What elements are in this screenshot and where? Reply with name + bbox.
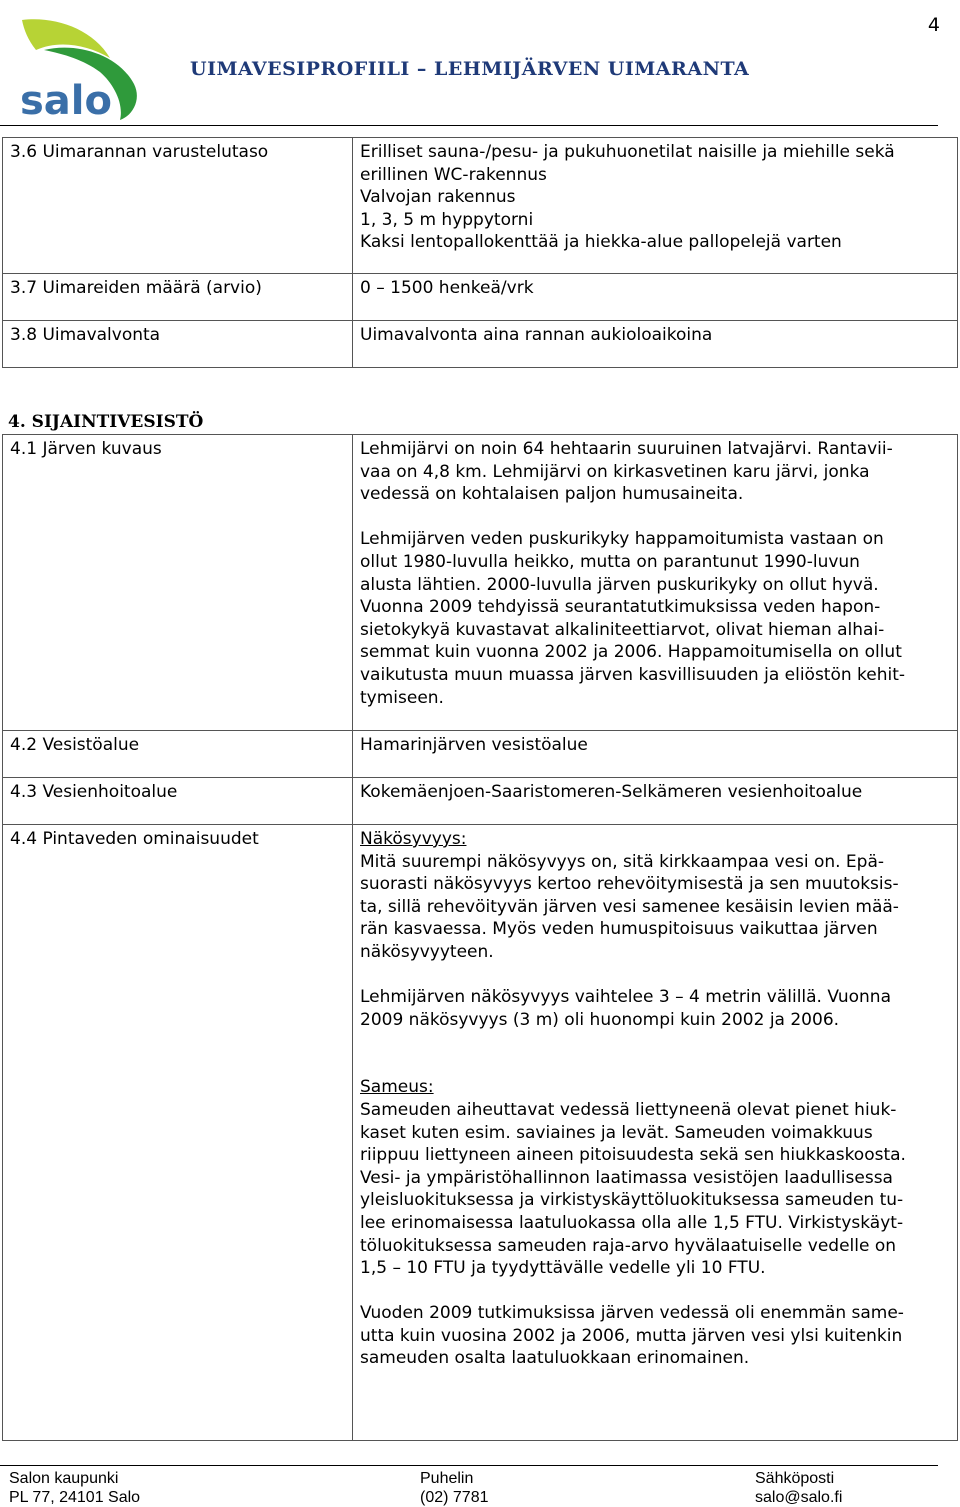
table-row bbox=[3, 138, 958, 274]
facilities-table bbox=[2, 137, 958, 368]
text-line: Kaksi lentopallokenttää ja hiekka-alue pallopelejä varten bbox=[360, 232, 842, 253]
row-value: Uimavalvonta aina rannan aukioloaikoina bbox=[353, 321, 958, 368]
footer-divider bbox=[0, 1465, 938, 1466]
text-line: Vesi- ja ympäristöhallinnon laatimassa vesistöjen laadullisessa bbox=[360, 1167, 893, 1188]
text-line: 1,5 – 10 FTU ja tyydyttävälle vedelle yli 10 FTU. bbox=[360, 1258, 766, 1279]
footer-phone-number: (02) 7781 bbox=[420, 1489, 489, 1506]
document-title: UIMAVESIPROFIILI – LEHMIJÄRVEN UIMARANTA bbox=[190, 58, 750, 80]
text-line: utta kuin vuosina 2002 ja 2006, mutta järven vesi ylsi kuitenkin bbox=[360, 1325, 903, 1346]
page-number: 4 bbox=[927, 14, 940, 36]
text-line: semmat kuin vuonna 2002 ja 2006. Happamoitumisella on ollut bbox=[360, 642, 902, 663]
footer-postal-address: PL 77, 24101 Salo bbox=[9, 1489, 141, 1506]
table-row bbox=[3, 825, 958, 1441]
text-line: töluokituksessa sameuden raja-arvo hyvälaatuiselle vedelle on bbox=[360, 1235, 897, 1256]
table-row bbox=[3, 274, 958, 321]
section-heading: 4. SIJAINTIVESISTÖ bbox=[8, 412, 204, 432]
text-line: Sameuden aiheuttavat vedessä liettyneenä olevat pienet hiuk- bbox=[360, 1099, 897, 1120]
text-line: lee erinomaisessa laatuluokassa olla alle 1,5 FTU. Virkistyskäyt- bbox=[360, 1212, 904, 1233]
row-label: 4.4 Pintaveden ominaisuudet bbox=[3, 825, 353, 1441]
text-line: Lehmijärvi on noin 64 hehtaarin suuruinen latvajärvi. Rantavii- bbox=[360, 439, 893, 459]
row-label: 4.2 Vesistöalue bbox=[3, 731, 353, 778]
text-line: erillinen WC-rakennus bbox=[360, 164, 547, 185]
footer-phone-label: Puhelin bbox=[420, 1470, 474, 1487]
text-line: vaa on 4,8 km. Lehmijärvi on kirkasvetinen karu järvi, jonka bbox=[360, 461, 870, 482]
salo-logo-mark bbox=[14, 14, 154, 122]
row-value: Kokemäenjoen-Saaristomeren-Selkämeren vesienhoitoalue bbox=[353, 778, 958, 825]
text-line: ollut 1980-luvulla heikko, mutta on parantunut 1990-luvun bbox=[360, 551, 860, 572]
text-line: Vuoden 2009 tutkimuksissa järven vedessä oli enemmän same- bbox=[360, 1303, 904, 1324]
text-line: rän kasvaessa. Myös veden humuspitoisuus vaikuttaa järven bbox=[360, 919, 878, 940]
facilities-description bbox=[353, 138, 958, 274]
text-line: 1, 3, 5 m hyppytorni bbox=[360, 209, 534, 230]
text-line: tymiseen. bbox=[360, 687, 444, 708]
footer-phone bbox=[420, 1469, 489, 1507]
salo-logo bbox=[14, 14, 154, 122]
row-label: 4.1 Järven kuvaus bbox=[3, 435, 353, 731]
row-label: 4.3 Vesienhoitoalue bbox=[3, 778, 353, 825]
text-line: Erilliset sauna-/pesu- ja pukuhuonetilat naisille ja miehille sekä bbox=[360, 142, 895, 162]
table-row bbox=[3, 731, 958, 778]
footer-email-address: salo@salo.fi bbox=[755, 1489, 843, 1506]
text-line: 2009 näkösyvyys (3 m) oli huonompi kuin 2002 ja 2006. bbox=[360, 1009, 840, 1030]
row-label: 3.7 Uimareiden määrä (arvio) bbox=[3, 274, 353, 321]
table-row bbox=[3, 778, 958, 825]
row-label: 3.6 Uimarannan varustelutaso bbox=[3, 138, 353, 274]
footer-org-name: Salon kaupunki bbox=[9, 1470, 119, 1487]
footer-email bbox=[755, 1469, 842, 1507]
row-value: 0 – 1500 henkeä/vrk bbox=[353, 274, 958, 321]
text-line: yleisluokituksessa ja virkistyskäyttöluokituksessa sameuden tu- bbox=[360, 1190, 904, 1211]
text-line: Vuonna 2009 tehdyissä seurantatutkimuksissa veden hapon- bbox=[360, 597, 881, 618]
text-line: sietokykyä kuvastavat alkaliniteettiarvot, olivat hieman alhai- bbox=[360, 619, 885, 640]
text-line: Lehmijärven veden puskurikyky happamoitumista vastaan on bbox=[360, 529, 884, 550]
footer-email-label: Sähköposti bbox=[755, 1470, 835, 1487]
location-table bbox=[2, 434, 958, 1441]
text-line: alusta lähtien. 2000-luvulla järven puskurikyky on ollut hyvä. bbox=[360, 574, 879, 595]
turbidity-heading: Sameus: bbox=[360, 1077, 434, 1098]
visibility-heading: Näkösyvyys: bbox=[360, 829, 467, 849]
footer-address bbox=[9, 1469, 140, 1507]
row-value: Hamarinjärven vesistöalue bbox=[353, 731, 958, 778]
logo-wordmark: salo bbox=[20, 78, 112, 122]
table-row bbox=[3, 435, 958, 731]
row-label: 3.8 Uimavalvonta bbox=[3, 321, 353, 368]
text-line: Lehmijärven näkösyvyys vaihtelee 3 – 4 metrin välillä. Vuonna bbox=[360, 987, 891, 1008]
text-line: vaikutusta muun muassa järven kasvillisuuden ja eliöstön kehit- bbox=[360, 664, 906, 685]
lake-description bbox=[353, 435, 958, 731]
text-line: ta, sillä rehevöityvän järven vesi samenee kesäisin levien mää- bbox=[360, 896, 899, 917]
text-line: sameuden osalta laatuluokkaan erinomainen. bbox=[360, 1348, 750, 1369]
text-line: riippuu liettyneen aineen pitoisuudesta sekä sen hiukkaskoosta. bbox=[360, 1145, 906, 1166]
text-line: kaset kuten esim. saviaines ja levät. Sameuden voimakkuus bbox=[360, 1122, 873, 1143]
text-line: näkösyvyyteen. bbox=[360, 941, 494, 962]
text-line: Valvojan rakennus bbox=[360, 187, 516, 208]
header-divider bbox=[0, 125, 938, 126]
text-line: suorasti näkösyvyys kertoo rehevöitymisestä ja sen muutoksis- bbox=[360, 874, 899, 895]
surface-water-properties bbox=[353, 825, 958, 1441]
table-row bbox=[3, 321, 958, 368]
text-line: vedessä on kohtalaisen paljon humusaineita. bbox=[360, 484, 744, 505]
text-line: Mitä suurempi näkösyvyys on, sitä kirkkaampaa vesi on. Epä- bbox=[360, 851, 885, 872]
